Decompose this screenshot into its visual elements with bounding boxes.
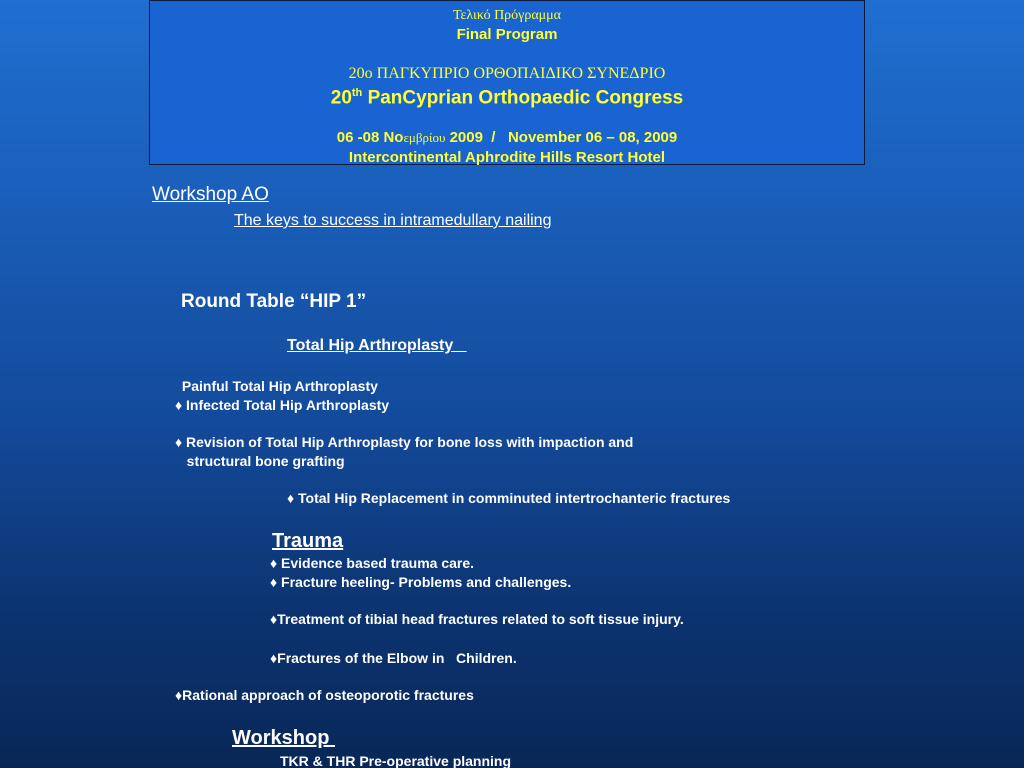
greek-title: Τελικό Πρόγραμμα: [452, 8, 562, 23]
greek-congress-title: 20ο ΠΑΓΚΥΠΡΙΟ ΟΡΘΟΠΑΙΔΙΚΟ ΣΥΝΕΔΡΙΟ: [348, 65, 666, 82]
trauma-item: ♦Rational approach of osteoporotic fractures: [175, 687, 474, 703]
congress-name: PanCyprian Orthopaedic Congress: [367, 87, 684, 109]
trauma-heading: Trauma: [272, 530, 344, 552]
dates-start: 06 -08 Νο: [336, 129, 404, 146]
workshop-ao-heading: Workshop AO: [152, 184, 269, 205]
trauma-item: ♦Treatment of tibial head fractures related to soft tissue injury.: [270, 611, 684, 627]
dates-rest: 2009 / November 06 – 08, 2009: [445, 129, 678, 146]
congress-title: [150, 87, 864, 109]
trauma-item: ♦ Fracture heeling- Problems and challenges.: [270, 574, 572, 590]
dates-greek-month: εμβρίου: [403, 130, 446, 145]
workshop-ao-subtitle: The keys to success in intramedullary nailing: [234, 212, 552, 229]
workshop-item: TKR & THR Pre-operative planning: [280, 753, 512, 768]
round-table-item: ♦ Total Hip Replacement in comminuted intertrochanteric fractures: [287, 490, 731, 506]
round-table-heading: Round Table “HIP 1”: [181, 291, 367, 312]
trauma-item: ♦Fractures of the Elbow in Children.: [270, 650, 517, 666]
workshop-heading: Workshop: [232, 727, 335, 749]
round-table-subheading: Total Hip Arthroplasty: [287, 337, 467, 354]
congress-dates: [150, 129, 864, 146]
trauma-item: ♦ Evidence based trauma care.: [270, 555, 475, 571]
congress-superscript: th: [351, 87, 363, 99]
round-table-item: ♦ Revision of Total Hip Arthroplasty for bone loss with impaction and: [175, 434, 634, 450]
congress-venue: Intercontinental Aphrodite Hills Resort Hotel: [348, 149, 666, 166]
round-table-item-continued: structural bone grafting: [175, 453, 345, 469]
english-title: Final Program: [456, 26, 558, 43]
header-box: [149, 0, 865, 165]
round-table-item: ♦ Infected Total Hip Arthroplasty: [175, 397, 390, 413]
congress-number: 20: [330, 87, 352, 109]
round-table-item: Painful Total Hip Arthroplasty: [178, 378, 378, 394]
